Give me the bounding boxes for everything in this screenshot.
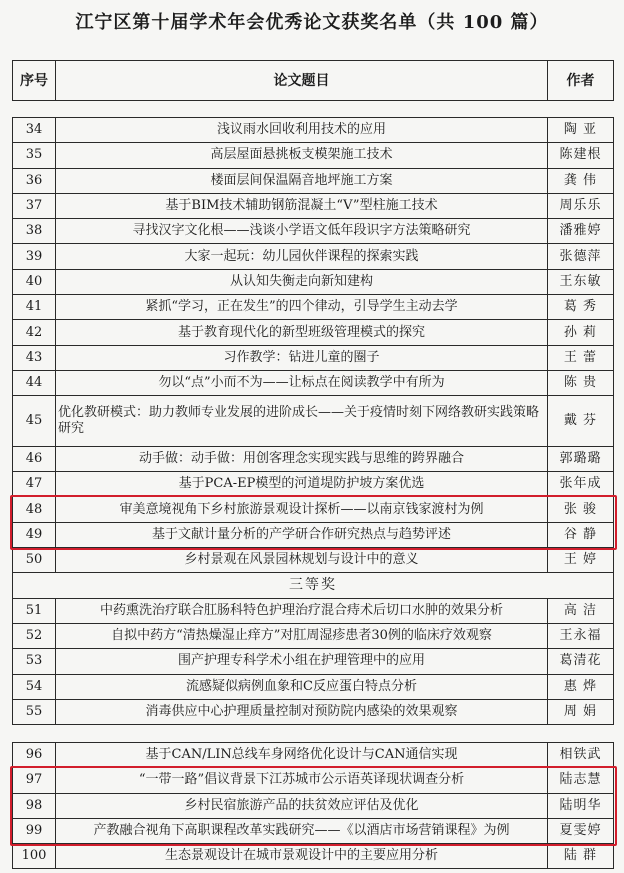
row-number: 55	[13, 699, 56, 724]
row-number: 36	[13, 168, 56, 193]
author-name: 陈建根	[548, 143, 614, 168]
table-row	[13, 649, 614, 674]
author-name: 陈 贵	[548, 370, 614, 395]
header-num: 序号	[13, 61, 56, 101]
author-name: 陆明华	[548, 793, 614, 818]
row-number: 35	[13, 143, 56, 168]
author-name: 王 蕾	[548, 345, 614, 370]
paper-title: 基于PCA-EP模型的河道堤防护坡方案优选	[56, 472, 548, 497]
table-row	[13, 396, 614, 447]
author-name: 陶 亚	[548, 118, 614, 143]
author-name: 陆志慧	[548, 768, 614, 793]
row-number: 100	[13, 844, 56, 869]
paper-title: 乡村民宿旅游产品的扶贫效应评估及优化	[56, 793, 548, 818]
table-row	[13, 244, 614, 269]
row-number: 37	[13, 193, 56, 218]
row-number: 42	[13, 320, 56, 345]
paper-title: 生态景观设计在城市景观设计中的主要应用分析	[56, 844, 548, 869]
row-number: 48	[13, 497, 56, 522]
author-name: 葛清花	[548, 649, 614, 674]
table-row	[13, 269, 614, 294]
row-number: 49	[13, 522, 56, 547]
table-row	[13, 345, 614, 370]
table-row	[13, 743, 614, 768]
row-number: 50	[13, 548, 56, 573]
table-row	[13, 472, 614, 497]
table-row	[13, 699, 614, 724]
author-name: 夏雯婷	[548, 818, 614, 843]
paper-title: 寻找汉字文化根——浅谈小学语文低年段识字方法策略研究	[56, 219, 548, 244]
author-name: 王永福	[548, 623, 614, 648]
author-name: 谷 静	[548, 522, 614, 547]
table-row	[13, 674, 614, 699]
row-number: 99	[13, 818, 56, 843]
section-row	[13, 573, 614, 598]
author-name: 高 洁	[548, 598, 614, 623]
author-name: 张德萍	[548, 244, 614, 269]
table-row	[13, 768, 614, 793]
table-row	[13, 143, 614, 168]
paper-title: 流感疑似病例血象和C反应蛋白特点分析	[56, 674, 548, 699]
paper-title: 基于文献计量分析的产学研合作研究热点与趋势评述	[56, 522, 548, 547]
row-number: 43	[13, 345, 56, 370]
row-number: 45	[13, 396, 56, 447]
paper-title: 从认知失衡走向新知建构	[56, 269, 548, 294]
table-row	[13, 497, 614, 522]
header-title: 论文题目	[56, 61, 548, 101]
table-row	[13, 522, 614, 547]
row-number: 46	[13, 446, 56, 471]
paper-title: 大家一起玩：幼儿园伙伴课程的探索实践	[56, 244, 548, 269]
row-number: 52	[13, 623, 56, 648]
section-label: 三等奖	[13, 573, 614, 598]
paper-title: 优化教研模式：助力教师专业发展的进阶成长——关于疫情时刻下网络教研实践策略研究	[56, 396, 548, 447]
paper-title: 中药熏洗治疗联合肛肠科特色护理治疗混合痔术后切口水肿的效果分析	[56, 598, 548, 623]
paper-title: 消毒供应中心护理质量控制对预防院内感染的效果观察	[56, 699, 548, 724]
author-name: 相铁武	[548, 743, 614, 768]
paper-title: 浅议雨水回收利用技术的应用	[56, 118, 548, 143]
row-number: 96	[13, 743, 56, 768]
table-row	[13, 446, 614, 471]
author-name: 龚 伟	[548, 168, 614, 193]
author-name: 葛 秀	[548, 295, 614, 320]
table-row	[13, 295, 614, 320]
award-table-tail	[12, 742, 614, 869]
author-name: 张年成	[548, 472, 614, 497]
author-name: 惠 烨	[548, 674, 614, 699]
document-title: 江宁区第十届学术年会优秀论文获奖名单（共 100 篇）	[75, 12, 549, 33]
author-name: 郭璐璐	[548, 446, 614, 471]
row-number: 51	[13, 598, 56, 623]
row-number: 53	[13, 649, 56, 674]
row-number: 47	[13, 472, 56, 497]
table-header	[12, 60, 614, 101]
paper-title: 产教融合视角下高职课程改革实践研究——《以酒店市场营销课程》为例	[56, 818, 548, 843]
table-row	[13, 548, 614, 573]
author-name: 周乐乐	[548, 193, 614, 218]
paper-title: 基于教育现代化的新型班级管理模式的探究	[56, 320, 548, 345]
author-name: 潘雅婷	[548, 219, 614, 244]
row-number: 34	[13, 118, 56, 143]
table-row	[13, 193, 614, 218]
table-row	[13, 320, 614, 345]
paper-title: 自拟中药方“清热燥湿止痒方”对肛周湿疹患者30例的临床疗效观察	[56, 623, 548, 648]
row-number: 38	[13, 219, 56, 244]
author-name: 孙 莉	[548, 320, 614, 345]
row-number: 41	[13, 295, 56, 320]
table-row	[13, 623, 614, 648]
row-number: 97	[13, 768, 56, 793]
author-name: 王东敏	[548, 269, 614, 294]
table-row	[13, 168, 614, 193]
table-row	[13, 370, 614, 395]
row-number: 98	[13, 793, 56, 818]
row-number: 54	[13, 674, 56, 699]
author-name: 王 婷	[548, 548, 614, 573]
paper-title: 习作教学：钻进儿童的圈子	[56, 345, 548, 370]
paper-title: 紧抓“学习，正在发生”的四个律动，引导学生主动去学	[56, 295, 548, 320]
table-row	[13, 844, 614, 869]
paper-title: “一带一路”倡议背景下江苏城市公示语英译现状调查分析	[56, 768, 548, 793]
author-name: 陆 群	[548, 844, 614, 869]
table-row	[13, 598, 614, 623]
table-row	[13, 793, 614, 818]
row-number: 44	[13, 370, 56, 395]
paper-title: 乡村景观在风景园林规划与设计中的意义	[56, 548, 548, 573]
table-row	[13, 118, 614, 143]
paper-title: 基于BIM技术辅助钢筋混凝土“V”型柱施工技术	[56, 193, 548, 218]
paper-title: 高层屋面悬挑板支模架施工技术	[56, 143, 548, 168]
author-name: 张 骏	[548, 497, 614, 522]
paper-title: 审美意境视角下乡村旅游景观设计探析——以南京钱家渡村为例	[56, 497, 548, 522]
award-table-main	[12, 117, 614, 725]
table-row	[13, 818, 614, 843]
table-row	[13, 219, 614, 244]
paper-title: 楼面层间保温隔音地坪施工方案	[56, 168, 548, 193]
paper-title: 动手做：动手做：用创客理念实现实践与思维的跨界融合	[56, 446, 548, 471]
row-number: 40	[13, 269, 56, 294]
paper-title: 勿以“点”小而不为——让标点在阅读教学中有所为	[56, 370, 548, 395]
paper-title: 基于CAN/LIN总线车身网络优化设计与CAN通信实现	[56, 743, 548, 768]
row-number: 39	[13, 244, 56, 269]
author-name: 戴 芬	[548, 396, 614, 447]
header-author: 作者	[548, 61, 614, 101]
paper-title: 围产护理专科学术小组在护理管理中的应用	[56, 649, 548, 674]
author-name: 周 娟	[548, 699, 614, 724]
